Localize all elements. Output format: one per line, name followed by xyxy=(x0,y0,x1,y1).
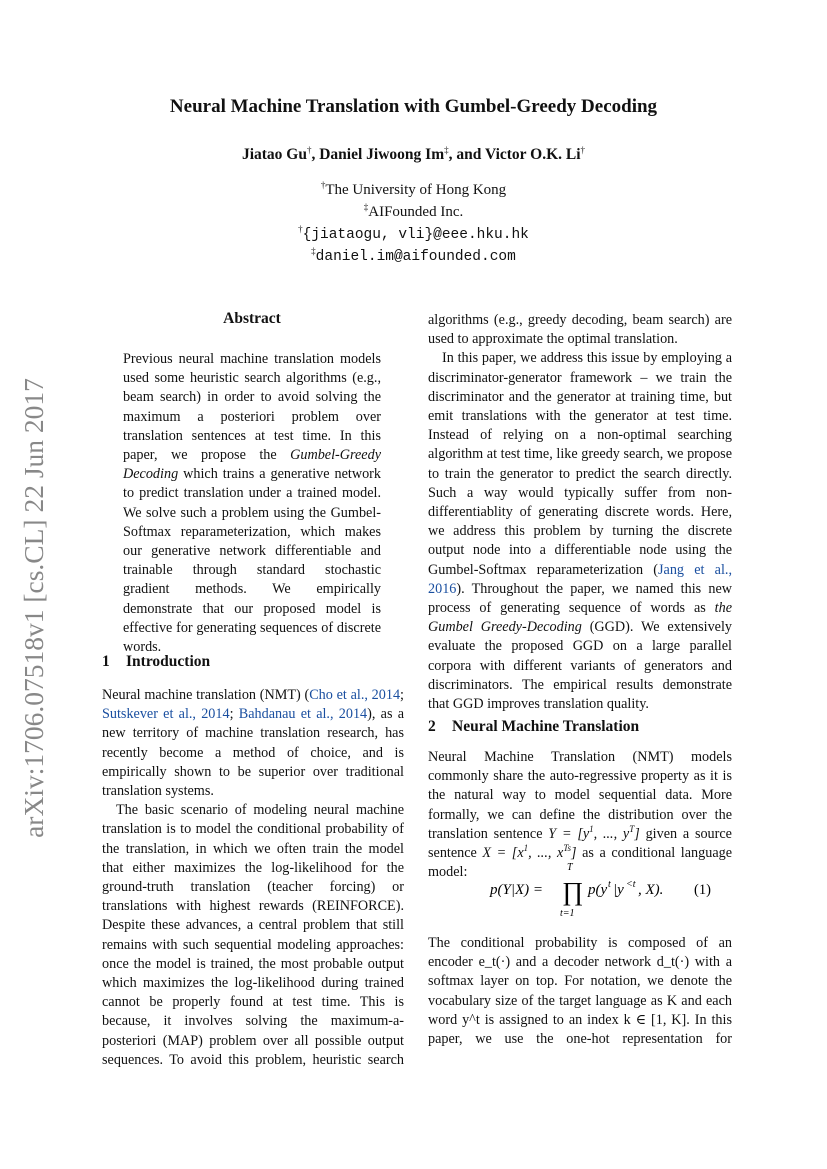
author-mark: † xyxy=(580,145,586,155)
section-number: 2 xyxy=(428,718,436,735)
math-y-sequence: $Y = [y^1$, ..., $y^T$] xyxy=(548,823,640,842)
body-text: as a conditional language model: xyxy=(428,845,733,881)
equation-graphic xyxy=(428,860,732,920)
citation-separator: ; xyxy=(229,706,239,723)
author-separator: , and xyxy=(448,146,485,163)
author-separator: , xyxy=(311,146,320,163)
arxiv-identifier: arXiv:1706.07518v1 [cs.CL] 22 Jun 2017 xyxy=(18,378,49,838)
email-line xyxy=(0,226,827,243)
author-name: Jiatao Gu xyxy=(241,146,307,163)
svg-text:<t: <t xyxy=(626,879,636,890)
abstract-body xyxy=(123,350,381,657)
abstract-text: which trains a generative network to predict translation under a trained model. We solve such a problem using the Gumbel-Softmax reparameterization, which makes our generative network differentiable and trainable through standard stochastic gradient methods. We empirically demonstrate that our proposed model is effective for generating sequences of discrete words. xyxy=(123,466,381,656)
body-paragraph: algorithms (e.g., greedy decoding, beam search) are used to approximate the optimal translation. xyxy=(428,312,732,348)
abstract-text: Previous neural machine translation models used some heuristic search algorithms (e.g., beam search) in order to avoid solving the maximum a posteriori problem over translation sentences at test time. In this paper, we propose the xyxy=(123,351,381,464)
nmt-body-continued xyxy=(428,934,732,1049)
section-title: Introduction xyxy=(126,653,211,670)
equation-number: (1) xyxy=(694,882,711,898)
section-heading-nmt xyxy=(428,718,639,736)
author-list xyxy=(0,146,827,164)
affiliation-line xyxy=(0,182,827,199)
email-text: daniel.im@aifounded.com xyxy=(315,249,516,265)
body-paragraph: The conditional probability is composed of an encoder e_t(·) and a decoder network d_t(·) with a softmax layer on top. For notation, we denote the vocabulary size of the target language as K and each word y^t is assigned to an index k ∈ [1, K]. In this paper, we use the one-hot representation for xyxy=(428,935,732,1048)
citation-link[interactable]: Jang et al., 2016 xyxy=(428,561,732,597)
body-text: ). Throughout the paper, we named this new process of generating sequence of words as xyxy=(428,580,732,617)
introduction-body xyxy=(102,686,404,1070)
affiliation-mark: ‡ xyxy=(363,202,369,212)
abstract-emphasis: Gumbel-Greedy Decoding xyxy=(123,447,381,483)
affiliation-text: The University of Hong Kong xyxy=(325,182,507,198)
section-title: Neural Machine Translation xyxy=(452,718,640,735)
arxiv-sidebar xyxy=(14,368,54,848)
svg-text:p(Y|X) =: p(Y|X) = xyxy=(490,882,543,898)
author-name: Victor O.K. Li xyxy=(484,146,581,163)
body-text: Neural Machine Translation (NMT) models commonly share the auto-regressive property as it is the natural way to model sequential data. More formally, we can define the distribution over the translation sentence xyxy=(428,749,732,842)
svg-text:T: T xyxy=(567,862,573,873)
svg-text:∏: ∏ xyxy=(562,877,584,906)
author-name: Daniel Jiwoong Im xyxy=(319,146,445,163)
svg-text:p(y: p(y xyxy=(588,882,608,898)
equation-1 xyxy=(428,860,732,920)
body-text: (GGD). We extensively evaluate the proposed GGD on a large parallel corpora with different variants of generators and discriminators. The empirical results demonstrate that GGD improves translation quality. xyxy=(428,619,732,713)
affiliation-mark: † xyxy=(320,180,326,190)
body-text: Neural machine translation (NMT) ( xyxy=(102,687,310,703)
email-text: {jiataogu, vli}@eee.hku.hk xyxy=(302,227,529,243)
body-text: In this paper, we address this issue by employing a discriminator-generator framework – we train the discriminator and the generator at training time, but emit translations with the generator at test time. Instead of relying on a non-optimal searching algorithm at test time, like greedy search, we propose to train the generator to predict the search directly. Such a way would typically suffer from non-differentiablity of generating discrete words. Here, we address this problem by turning the discrete output node into a differentiable node using the Gumbel-Softmax reparameterization ( xyxy=(428,350,732,578)
svg-text:t: t xyxy=(608,879,611,890)
body-text: ), as a new territory of machine translation research, has recently become a method of choice, and is empirically shown to be superior over traditional translation systems. xyxy=(102,706,404,800)
affiliation-line xyxy=(0,204,827,221)
email-mark: ‡ xyxy=(311,246,316,256)
body-emphasis: the Gumbel Greedy-Decoding xyxy=(428,600,732,636)
citation-separator: ; xyxy=(400,687,404,703)
svg-text:|y: |y xyxy=(613,882,624,898)
email-line xyxy=(0,248,827,265)
body-text: given a source sentence xyxy=(428,825,732,862)
author-mark: ‡ xyxy=(444,145,449,155)
citation-link[interactable]: Sutskever et al., 2014 xyxy=(102,706,230,723)
paper-title: Neural Machine Translation with Gumbel-Greedy Decoding xyxy=(169,96,658,117)
author-mark: † xyxy=(306,145,312,155)
math-x-sequence: $X = [x^1$, ..., $x^{Ts}$] xyxy=(482,843,577,862)
section-heading-introduction xyxy=(102,653,210,671)
affiliation-text: AIFounded Inc. xyxy=(368,204,464,220)
svg-text:, X).: , X). xyxy=(638,882,664,898)
citation-link[interactable]: Bahdanau et al., 2014 xyxy=(238,706,368,723)
citation-link[interactable]: Cho et al., 2014 xyxy=(309,687,401,703)
body-paragraph: The basic scenario of modeling neural machine translation is to model the conditional probability of the translation, in which we often train the model that either maximizes the log-likelihood for the ground-truth translation (teacher forcing) or translations with highest rewards (REINFORCE). Despite these advances, a central problem that still remains with such sequential modeling approaches: once the model is trained, the most probable output which maximizes the log-likelihood during trained cannot be properly found at test time. This is because, it involves solving the maximum-a-posteriori (MAP) problem over all possible output sequences. To avoid this problem, heuristic search xyxy=(102,802,404,1068)
right-column-body xyxy=(428,311,732,714)
section-number: 1 xyxy=(102,653,110,670)
abstract-heading: Abstract xyxy=(223,310,281,327)
svg-text:t=1: t=1 xyxy=(560,908,575,919)
email-mark: † xyxy=(298,224,303,234)
